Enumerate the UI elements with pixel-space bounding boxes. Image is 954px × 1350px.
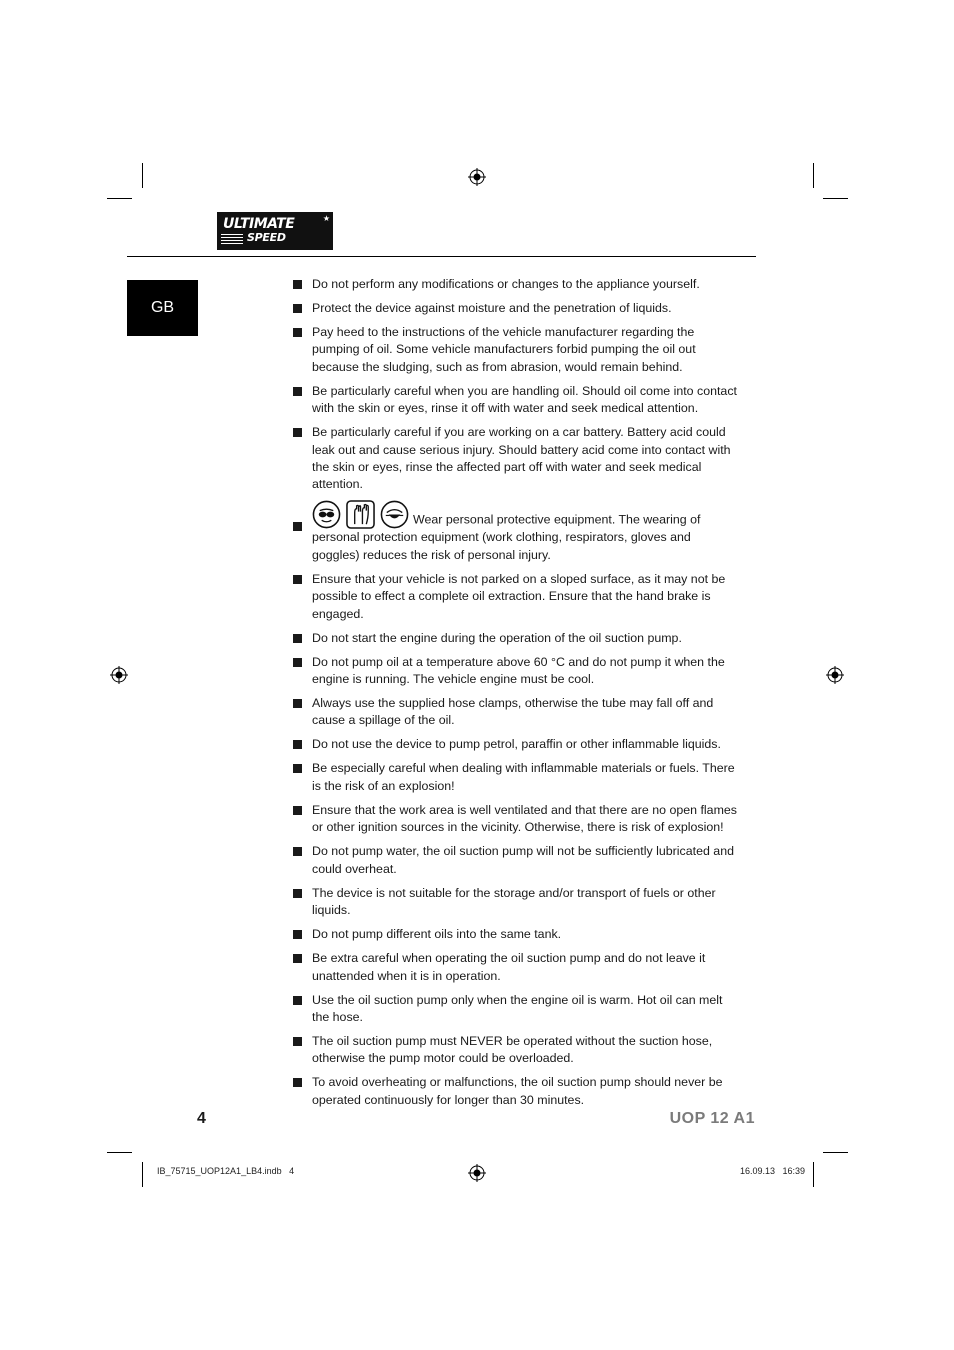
list-item <box>293 383 738 418</box>
list-item-text: Be particularly careful when you are handling oil. Should oil come into contact with the skin or eyes, rinse it off with water and seek medical attention. <box>312 383 737 416</box>
registration-mark-icon <box>468 168 486 186</box>
header-rule <box>127 256 756 257</box>
square-bullet-icon <box>293 634 302 643</box>
list-item-text: Ensure that the work area is well ventilated and that there are no open flames or other ignition sources in the vicinity. Otherwise, there is risk of explosion! <box>312 802 737 835</box>
square-bullet-icon <box>293 996 302 1005</box>
protective-gloves-icon <box>346 500 375 529</box>
list-item-text: Do not pump oil at a temperature above 60 °C and do not pump it when the engine is running. The vehicle engine must be cool. <box>312 654 725 687</box>
square-bullet-icon <box>293 930 302 939</box>
list-item-text: Pay heed to the instructions of the vehicle manufacturer regarding the pumping of oil. Some vehicle manufacturers forbid pumping the oil out because the sludging, such as from abrasion, would remain behind. <box>312 325 696 374</box>
list-item-text: Be especially careful when dealing with inflammable materials or fuels. There is the risk of an explosion! <box>312 761 735 793</box>
square-bullet-icon <box>293 699 302 708</box>
list-item-text: Do not start the engine during the operation of the oil suction pump. <box>312 630 682 645</box>
list-item-text: Protect the device against moisture and the penetration of liquids. <box>312 301 672 315</box>
square-bullet-icon <box>293 575 302 584</box>
list-item-text: Use the oil suction pump only when the engine oil is warm. Hot oil can melt the hose. <box>312 992 723 1024</box>
square-bullet-icon <box>293 428 302 437</box>
list-item <box>293 926 738 943</box>
list-item <box>293 950 738 985</box>
print-slug-datetime: 16.09.13 16:39 <box>739 1166 805 1176</box>
square-bullet-icon <box>293 328 302 337</box>
list-item-text: Ensure that your vehicle is not parked on a sloped surface, as it may not be possible to effect a complete oil extraction. Ensure that the hand brake is engaged. <box>312 571 726 621</box>
page-number: 4 <box>197 1110 206 1127</box>
list-item <box>293 571 738 623</box>
square-bullet-icon <box>293 387 302 396</box>
list-item-text: The device is not suitable for the storage and/or transport of fuels or other liquids. <box>312 885 716 918</box>
crop-mark <box>823 198 848 199</box>
logo-star-mark: ★ <box>322 214 330 223</box>
crop-mark <box>142 1162 143 1187</box>
crop-mark <box>107 198 132 199</box>
list-item <box>293 324 738 376</box>
list-item <box>293 1033 738 1068</box>
model-name: UOP 12 A1 <box>669 1110 755 1127</box>
crop-mark <box>823 1152 848 1153</box>
safety-goggles-icon <box>312 500 341 529</box>
list-item <box>293 500 738 564</box>
square-bullet-icon <box>293 954 302 963</box>
ppe-icons <box>312 500 409 529</box>
list-item <box>293 992 738 1027</box>
list-item <box>293 276 738 293</box>
list-item <box>293 802 738 837</box>
list-item <box>293 654 738 689</box>
list-item <box>293 630 738 647</box>
safety-instructions-list <box>293 276 738 1116</box>
square-bullet-icon <box>293 304 302 313</box>
square-bullet-icon <box>293 740 302 749</box>
square-bullet-icon <box>293 889 302 898</box>
list-item <box>293 1074 738 1109</box>
list-item <box>293 736 738 753</box>
list-item <box>293 885 738 920</box>
list-item-text: Do not perform any modifications or changes to the appliance yourself. <box>312 277 700 291</box>
list-item <box>293 695 738 730</box>
square-bullet-icon <box>293 1078 302 1087</box>
list-item <box>293 424 738 494</box>
list-item <box>293 300 738 317</box>
respirator-mask-icon <box>380 500 409 529</box>
list-item-text: The oil suction pump must NEVER be operated without the suction hose, otherwise the pump motor could be overloaded. <box>312 1033 713 1066</box>
square-bullet-icon <box>293 764 302 773</box>
brand-logo <box>217 212 333 250</box>
list-item-text: Do not pump water, the oil suction pump will not be sufficiently lubricated and could overheat. <box>312 844 734 876</box>
square-bullet-icon <box>293 847 302 856</box>
list-item <box>293 843 738 878</box>
list-item <box>293 760 738 795</box>
list-item-text: To avoid overheating or malfunctions, the oil suction pump should never be operated continuously for longer than 30 minutes. <box>312 1075 723 1107</box>
registration-mark-icon <box>468 1164 486 1182</box>
list-item-text: Wear personal protective equipment. The wearing of personal protection equipment (work clothing, respirators, gloves and goggles) reduces the risk of personal injury. <box>312 513 701 562</box>
print-slug-file: IB_75715_UOP12A1_LB4.indb 4 <box>157 1166 295 1176</box>
square-bullet-icon <box>293 1037 302 1046</box>
crop-mark <box>107 1152 132 1153</box>
list-item-text: Do not pump different oils into the same tank. <box>312 927 562 942</box>
list-item-text: Be extra careful when operating the oil suction pump and do not leave it unattended when it is in operation. <box>312 951 706 983</box>
square-bullet-icon <box>293 806 302 815</box>
square-bullet-icon <box>293 522 302 531</box>
logo-line-ultimate: ULTIMATE <box>223 216 295 232</box>
crop-mark <box>813 163 814 188</box>
crop-mark <box>142 163 143 188</box>
registration-mark-icon <box>110 666 128 684</box>
list-item-text: Always use the supplied hose clamps, otherwise the tube may fall off and cause a spillage of the oil. <box>312 696 714 728</box>
square-bullet-icon <box>293 280 302 289</box>
logo-speed-stripes <box>221 234 243 244</box>
logo-line-speed: SPEED <box>247 231 286 244</box>
square-bullet-icon <box>293 658 302 667</box>
list-item-text: Do not use the device to pump petrol, paraffin or other inflammable liquids. <box>312 737 721 752</box>
list-item-text: Be particularly careful if you are working on a car battery. Battery acid could leak out and cause serious injury. Should battery acid come into contact with the skin or eyes, rinse the affected part off with water and seek medical attention. <box>312 425 731 492</box>
language-tab: GB <box>127 280 198 336</box>
registration-mark-icon <box>826 666 844 684</box>
crop-mark <box>813 1162 814 1187</box>
